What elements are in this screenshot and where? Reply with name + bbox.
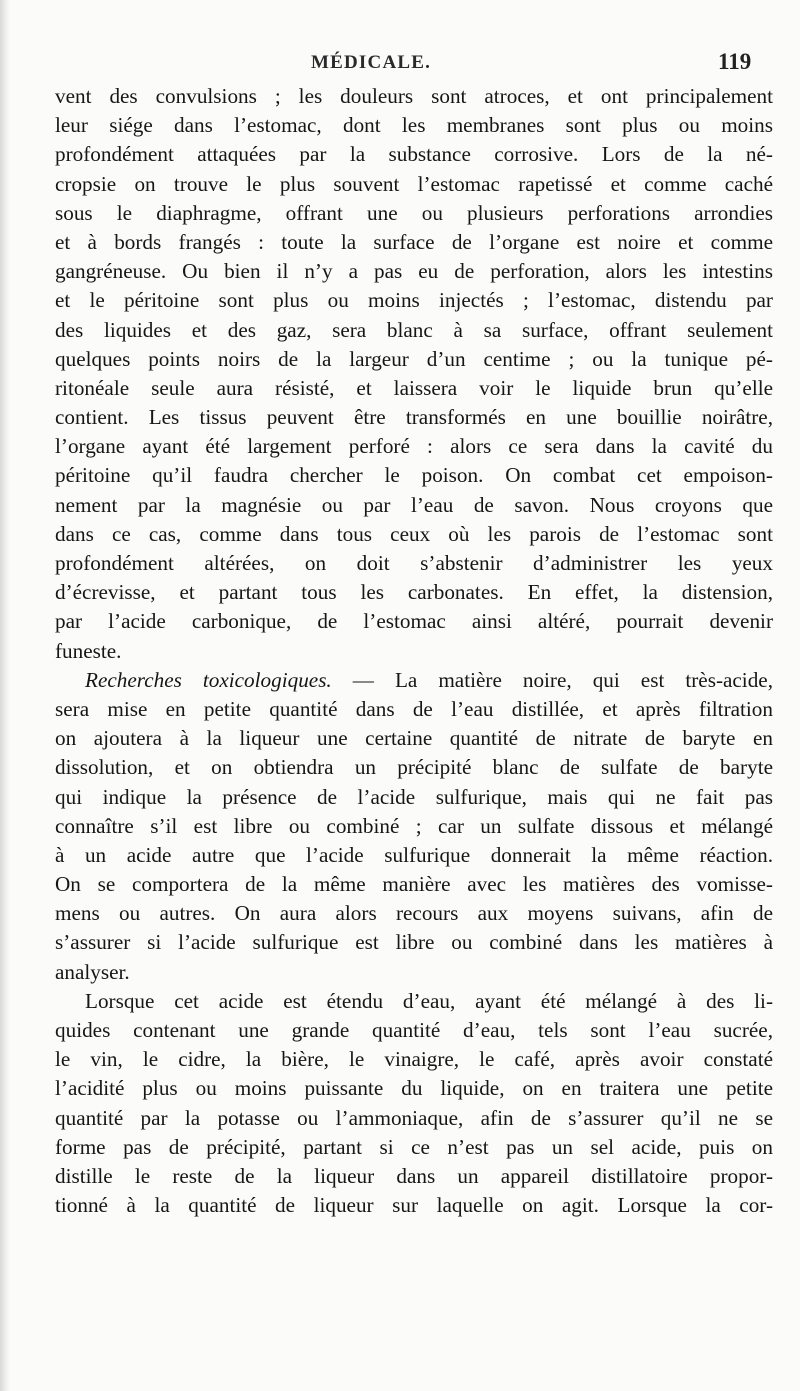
line-text: et le péritoine sont plus ou moins injectés ; l’estomac, distendu par (55, 288, 773, 313)
line-text: cropsie on trouve le plus souvent l’estomac rapetissé et comme caché (55, 171, 773, 196)
text-line (55, 82, 773, 111)
page-number: 119 (718, 49, 752, 74)
text-line (55, 257, 773, 286)
line-text: Lorsque cet acide est étendu d’eau, ayant été mélangé à des li- (85, 988, 773, 1013)
text-line (55, 549, 773, 578)
line-text: d’écrevisse, et partant tous les carbonates. En effet, la distension, (55, 580, 773, 605)
line-text: profondément attaquées par la substance corrosive. Lors de la né- (55, 142, 773, 167)
running-title: MÉDICALE. (311, 52, 432, 73)
text-line (55, 111, 773, 140)
text-line (55, 432, 773, 461)
text-line (55, 724, 773, 753)
line-text: distille le reste de la liqueur dans un appareil distillatoire propor- (55, 1163, 773, 1188)
text-line (55, 637, 773, 666)
text-line (55, 403, 773, 432)
text-line (55, 607, 773, 636)
line-text: des liquides et des gaz, sera blanc à sa surface, offrant seulement (55, 317, 773, 342)
text-line (55, 1074, 773, 1103)
text-line (55, 753, 773, 782)
text-line (55, 520, 773, 549)
line-text: contient. Les tissus peuvent être transformés en une bouillie noirâtre, (55, 405, 773, 430)
line-text: tionné à la quantité de liqueur sur laquelle on agit. Lorsque la cor- (55, 1193, 773, 1218)
text-line (55, 1162, 773, 1191)
line-text: quides contenant une grande quantité d’eau, tels sont l’eau sucrée, (55, 1018, 773, 1042)
line-text: qui indique la présence de l’acide sulfurique, mais qui ne fait pas (55, 784, 773, 809)
text-line (55, 1104, 773, 1133)
body-text (55, 82, 773, 1220)
text-line (55, 345, 773, 374)
text-line (55, 987, 773, 1016)
line-text: sous le diaphragme, offrant une ou plusieurs perforations arrondies (55, 200, 773, 225)
text-line (55, 1133, 773, 1162)
line-text: forme pas de précipité, partant si ce n’est pas un sel acide, puis on (55, 1134, 773, 1159)
line-text: On se comportera de la même manière avec les matières des vomisse- (55, 872, 773, 897)
line-text: — La matière noire, qui est très-acide, (331, 667, 773, 692)
line-text: l’acidité plus ou moins puissante du liquide, on en traitera une petite (55, 1076, 773, 1101)
text-line (55, 374, 773, 403)
line-text: dans ce cas, comme dans tous ceux où les parois de l’estomac sont (55, 521, 773, 546)
running-head (0, 49, 800, 82)
text-line (55, 170, 773, 199)
line-text: à un acide autre que l’acide sulfurique donnerait la même réaction. (55, 842, 773, 867)
text-line (55, 812, 773, 841)
text-line (55, 199, 773, 228)
line-text: leur siége dans l’estomac, dont les membranes sont plus ou moins (55, 113, 773, 138)
text-line (55, 841, 773, 870)
line-text: analyser. (55, 959, 130, 984)
line-text: quantité par la potasse ou l’ammoniaque, afin de s’assurer qu’il ne se (55, 1105, 773, 1130)
text-line (55, 666, 773, 695)
line-text: péritoine qu’il faudra chercher le poison. On combat cet empoison- (55, 463, 773, 488)
line-text: connaître s’il est libre ou combiné ; car un sulfate dissous et mélangé (55, 813, 773, 838)
text-line (55, 928, 773, 957)
text-line (55, 1045, 773, 1074)
line-text: profondément altérées, on doit s’abstenir d’administrer les yeux (55, 551, 773, 575)
line-text: s’assurer si l’acide sulfurique est libre ou combiné dans les matières à (55, 930, 773, 955)
text-line (55, 870, 773, 899)
line-text: nement par la magnésie ou par l’eau de savon. Nous croyons que (55, 492, 773, 517)
line-text: quelques points noirs de la largeur d’un centime ; ou la tunique pé- (55, 346, 773, 371)
line-text: funeste. (55, 638, 122, 663)
text-line (55, 316, 773, 345)
line-text: mens ou autres. On aura alors recours aux moyens suivans, afin de (55, 901, 773, 926)
line-text: vent des convulsions ; les douleurs sont atroces, et ont principalement (55, 84, 773, 108)
text-line (55, 958, 773, 987)
text-line (55, 899, 773, 928)
line-text: l’organe ayant été largement perforé : alors ce sera dans la cavité du (55, 434, 773, 459)
line-text: dissolution, et on obtiendra un précipité blanc de sulfate de baryte (55, 755, 773, 780)
text-line (55, 578, 773, 607)
line-text: gangréneuse. Ou bien il n’y a pas eu de perforation, alors les intestins (55, 259, 773, 284)
text-line (55, 491, 773, 520)
line-text: ritonéale seule aura résisté, et laissera voir le liquide brun qu’elle (55, 375, 773, 400)
line-text: on ajoutera à la liqueur une certaine quantité de nitrate de baryte en (55, 726, 773, 751)
text-line (55, 1191, 773, 1220)
page-binding-edge (0, 0, 10, 1391)
text-line (55, 286, 773, 315)
text-line (55, 1016, 773, 1045)
text-line (55, 140, 773, 169)
text-line (55, 695, 773, 724)
line-text: le vin, le cidre, la bière, le vinaigre, le café, après avoir constaté (55, 1047, 773, 1072)
line-text: par l’acide carbonique, de l’estomac ainsi altéré, pourrait devenir (55, 609, 773, 634)
text-line (55, 783, 773, 812)
text-line (55, 461, 773, 490)
section-heading: Recherches toxicologiques. (85, 667, 332, 692)
line-text: sera mise en petite quantité dans de l’eau distillée, et après filtration (55, 696, 773, 721)
line-text: et à bords frangés : toute la surface de l’organe est noire et comme (55, 229, 773, 254)
text-line (55, 228, 773, 257)
